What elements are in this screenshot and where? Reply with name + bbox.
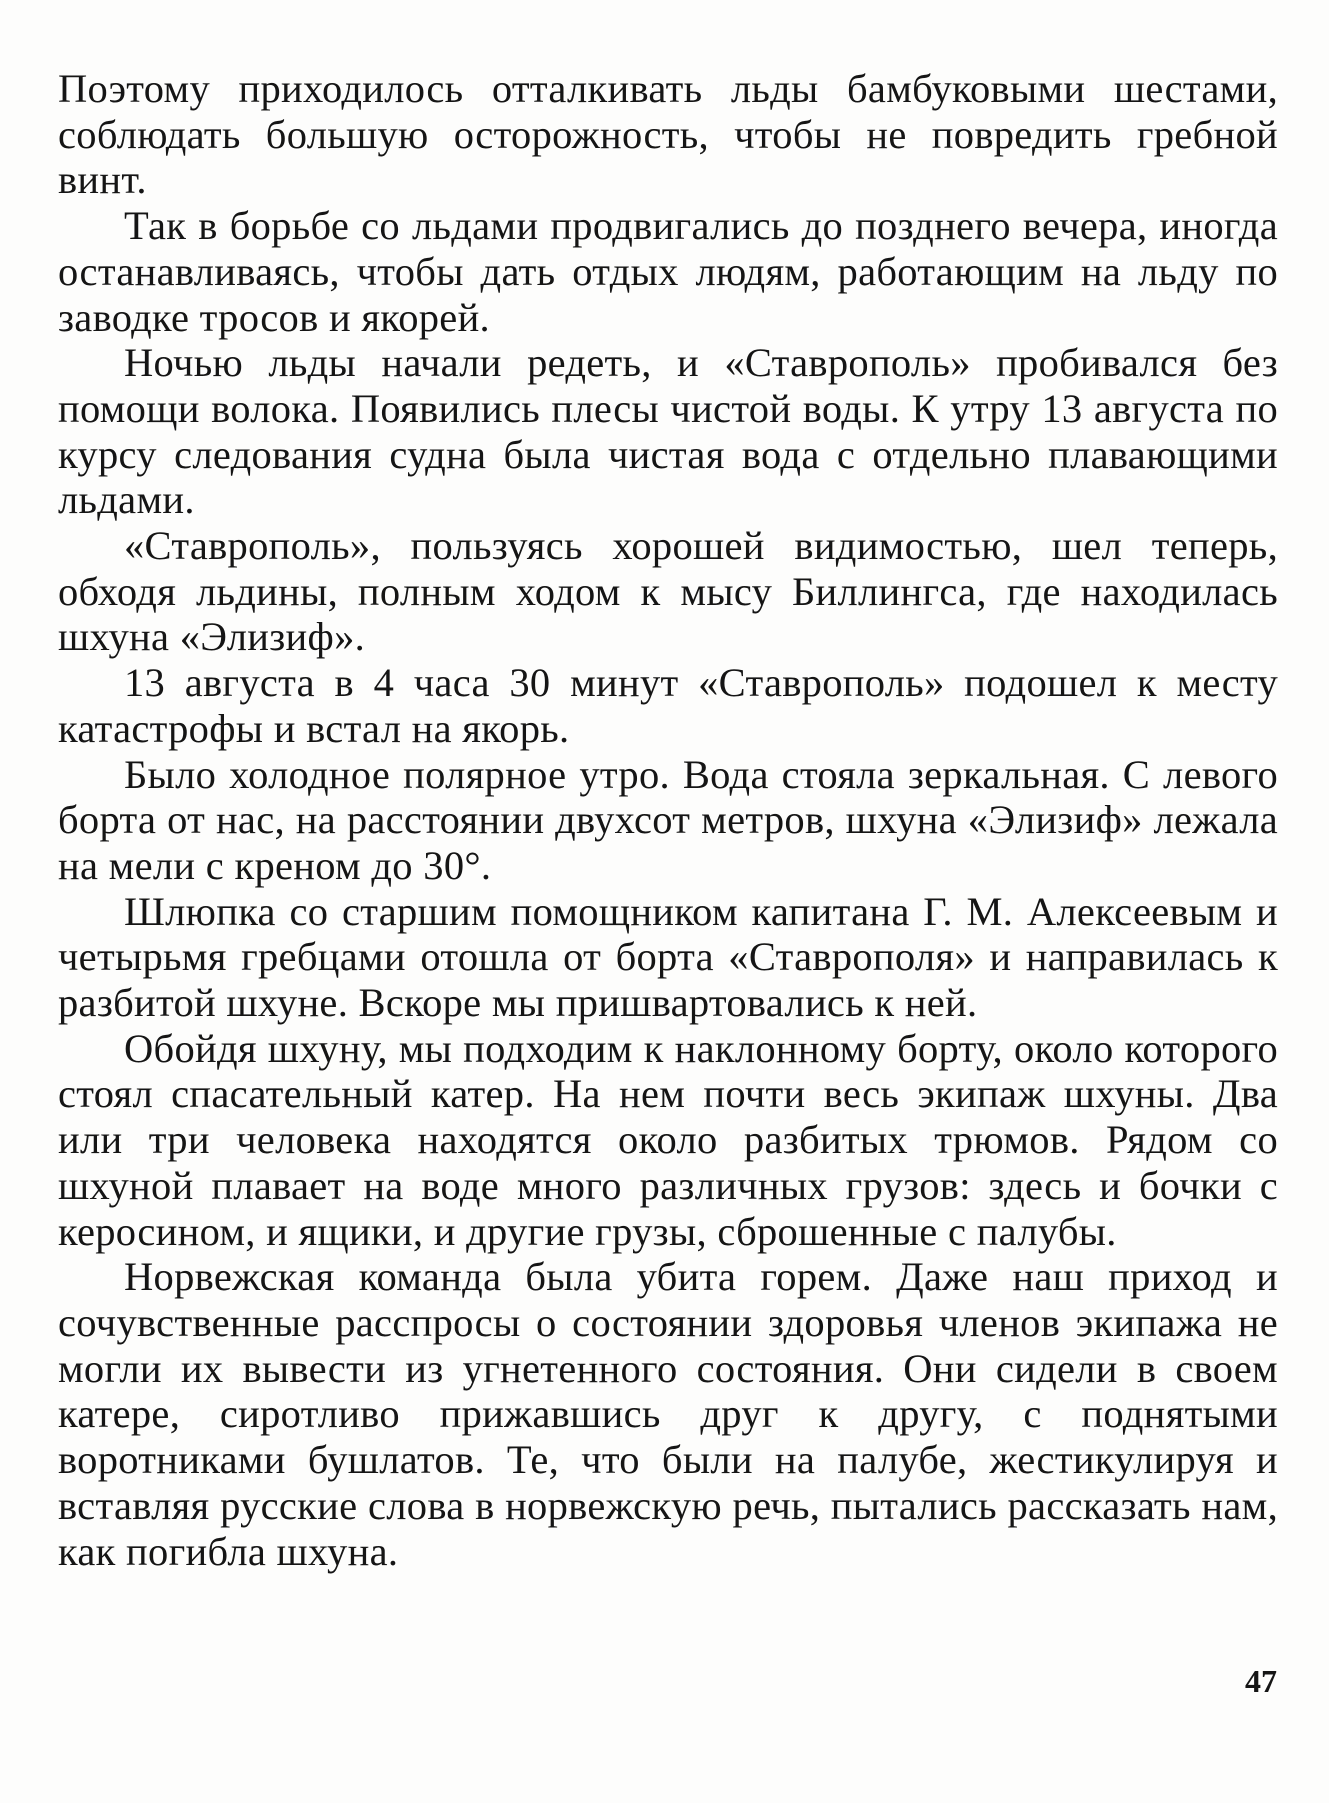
paragraph-2: Так в борьбе со льдами продвигались до позднего вечера, иногда останавливаясь, чтобы дать отдых людям, работающим на льду по заводке тросов и якорей. — [58, 203, 1278, 340]
paragraph-6: Было холодное полярное утро. Вода стояла зеркальная. С левого борта от нас, на расстоянии двухсот метров, шхуна «Элизиф» лежала на мели с креном до 30°. — [58, 751, 1278, 888]
page-number: 47 — [1245, 1663, 1277, 1699]
paragraph-8: Обойдя шхуну, мы подходим к наклонному борту, около которого стоял спасательный катер. На нем почти весь экипаж шхуны. Два или три человека находятся около разбитых трюмов. Рядом со шхуной плавает на воде много различных грузов: здесь и бочки с керосином, и ящики, и другие грузы, сброшенные с палубы. — [58, 1025, 1278, 1254]
body-text — [58, 66, 1278, 1574]
paragraph-9: Норвежская команда была убита горем. Даже наш приход и сочувственные расспросы о состоянии здоровья членов экипажа не могли их вывести из угнетенного состояния. Они сидели в своем катере, сиротливо прижавшись друг к другу, с поднятыми воротниками бушлатов. Те, что были на палубе, жестикулируя и вставляя русские слова в норвежскую речь, пытались рассказать нам, как погибла шхуна. — [58, 1254, 1278, 1574]
paragraph-3: Ночью льды начали редеть, и «Ставрополь» пробивался без помощи волока. Появились плесы чистой воды. К утру 13 августа по курсу следования судна была чистая вода с отдельно плавающими льдами. — [58, 340, 1278, 523]
paragraph-5: 13 августа в 4 часа 30 минут «Ставрополь» подошел к месту катастрофы и встал на якорь. — [58, 660, 1278, 751]
paragraph-7: Шлюпка со старшим помощником капитана Г. М. Алексеевым и четырьмя гребцами отошла от борта «Ставрополя» и направилась к разбитой шхуне. Вскоре мы пришвартовались к ней. — [58, 888, 1278, 1026]
paragraph-1: Поэтому приходилось отталкивать льды бамбуковыми шестами, соблюдать большую осторожность, чтобы не повредить гребной винт. — [58, 66, 1278, 203]
paragraph-4: «Ставрополь», пользуясь хорошей видимостью, шел теперь, обходя льдины, полным ходом к мысу Биллингса, где находилась шхуна «Элизиф». — [58, 523, 1278, 660]
